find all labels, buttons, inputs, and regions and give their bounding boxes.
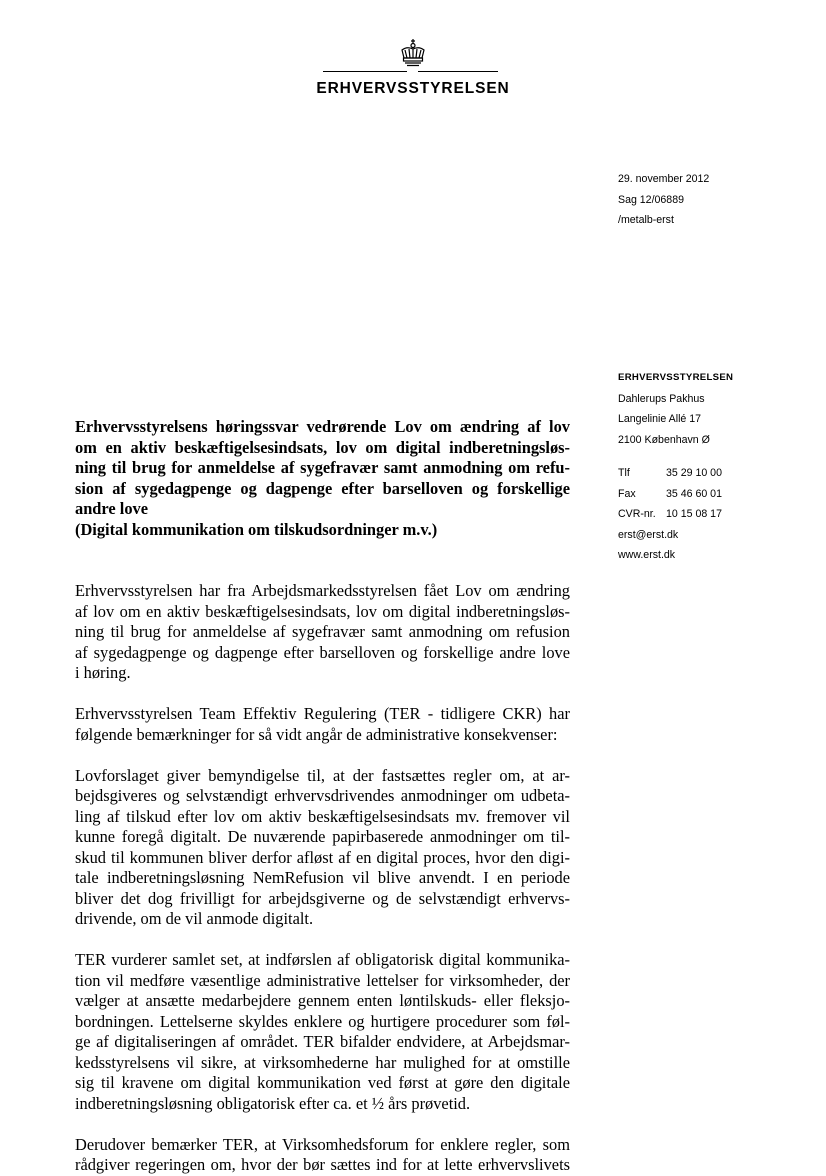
fax-row — [618, 484, 722, 505]
address-line: Langelinie Allé 17 — [618, 413, 702, 425]
text-line: i høring. — [75, 663, 131, 682]
document-date: 29. november 2012 — [618, 173, 710, 185]
text-line: kedsstyrelsens vil sikre, at virksomhederne har mulighed for at omstille — [75, 1052, 570, 1072]
phone-value: 35 29 10 00 — [666, 467, 722, 479]
text-line: tale indberetningsløsning NemRefusion vil blive anvendt. I en periode — [75, 868, 570, 887]
text-line: tion vil medføre væsentlige administrative lettelser for virksomheder, der — [75, 970, 570, 990]
text-line: TER vurderer samlet set, at indførslen af obligatorisk digital kommunika- — [75, 950, 570, 969]
text-line: af sygedagpenge og dagpenge efter barselloven og forskellige andre love — [75, 642, 570, 662]
text-line: indberetningsløsning obligatorisk efter ca. et ½ års prøvetid. — [75, 1093, 471, 1113]
text-line: drivende, om de vil anmode digitalt. — [75, 909, 314, 928]
website-link[interactable]: www.erst.dk — [618, 549, 676, 561]
text-line: Derudover bemærker TER, at Virksomhedsforum for enklere regler, som — [75, 1134, 570, 1154]
paragraph — [75, 1135, 570, 1176]
paragraph — [75, 704, 570, 745]
crown-icon — [395, 38, 431, 68]
text-line: skud til kommunen bliver derfor afløst af en digital proces, hvor den digi- — [75, 847, 570, 867]
paragraph — [75, 766, 570, 930]
text-line: bejdsgiveres og selvstændigt erhvervsdrivendes anmodninger om udbeta- — [75, 786, 570, 805]
title-line: Erhvervsstyrelsens høringssvar vedrørende Lov om ændring af lov — [75, 417, 570, 436]
text-line: ge af digitaliseringen af området. TER bifalder endvidere, at Arbejdsmar- — [75, 1032, 570, 1051]
paragraph — [75, 581, 570, 684]
letterhead-rule-right — [418, 71, 498, 72]
text-line: bordningen. Lettelserne skyldes enklere og hurtigere procedurer som føl- — [75, 1011, 570, 1031]
text-line: ling af tilskud efter lov om aktiv beskæftigelsesindsats mv. fremover vil — [75, 806, 570, 826]
sender-name: ERHVERVSSTYRELSEN — [618, 372, 734, 383]
letterhead-rule-left — [323, 71, 407, 72]
title-line: andre love — [75, 499, 148, 518]
text-line: kunne foregå digitalt. De nuværende papirbaserede anmodninger om til- — [75, 827, 570, 846]
document-subtitle: (Digital kommunikation om tilskudsordninger m.v.) — [75, 519, 438, 539]
paragraph — [75, 950, 570, 1114]
case-number: Sag 12/06889 — [618, 193, 684, 206]
text-line: sig til kravene om digital kommunikation ved først at gøre den digitale — [75, 1073, 570, 1092]
cvr-row — [618, 504, 722, 525]
email-link[interactable]: erst@erst.dk — [618, 528, 679, 541]
phone-label: Tlf — [618, 467, 630, 479]
fax-value: 35 46 60 01 — [666, 487, 722, 500]
title-line: sion af sygedagpenge og dagpenge efter barselloven og forskellige — [75, 478, 570, 498]
agency-name: ERHVERVSSTYRELSEN — [316, 80, 510, 97]
reference: /metalb-erst — [618, 214, 674, 226]
sender-address — [618, 368, 733, 450]
cvr-value: 10 15 08 17 — [666, 508, 722, 520]
text-line: ning til brug for anmeldelse af sygefravær samt anmodning om refusion — [75, 622, 570, 641]
text-line: bliver det dog frivilligt for arbejdsgiverne og de selvstændigt erhvervs- — [75, 888, 570, 908]
text-line: Erhvervsstyrelsen har fra Arbejdsmarkedsstyrelsen fået Lov om ændring — [75, 581, 570, 600]
title-line: ning til brug for anmeldelse af sygefravær samt anmodning om refu- — [75, 458, 570, 477]
cvr-label: CVR-nr. — [618, 508, 656, 520]
address-line: Dahlerups Pakhus — [618, 392, 705, 405]
document-title — [75, 417, 570, 540]
text-line: vælger at ansætte medarbejdere gennem enten løntilskuds- eller fleksjo- — [75, 991, 570, 1010]
document-meta — [618, 169, 709, 231]
fax-label: Fax — [618, 487, 636, 500]
text-line: Lovforslaget giver bemyndigelse til, at der fastsættes regler om, at ar- — [75, 765, 570, 785]
text-line: følgende bemærkninger for så vidt angår de administrative konsekvenser: — [75, 724, 558, 744]
title-line: om en aktiv beskæftigelsesindsats, lov om digital indberetningsløs- — [75, 437, 570, 457]
text-line: rådgiver regeringen om, hvor der bør sættes ind for at lette erhvervslivets — [75, 1155, 570, 1174]
text-line: Erhvervsstyrelsen Team Effektiv Regulering (TER - tidligere CKR) har — [75, 704, 570, 723]
letter-body — [75, 417, 570, 1176]
address-line: 2100 København Ø — [618, 433, 710, 446]
text-line: af lov om en aktiv beskæftigelsesindsats, lov om digital indberetningsløs- — [75, 601, 570, 621]
phone-row — [618, 463, 722, 484]
contact-info — [618, 463, 722, 566]
